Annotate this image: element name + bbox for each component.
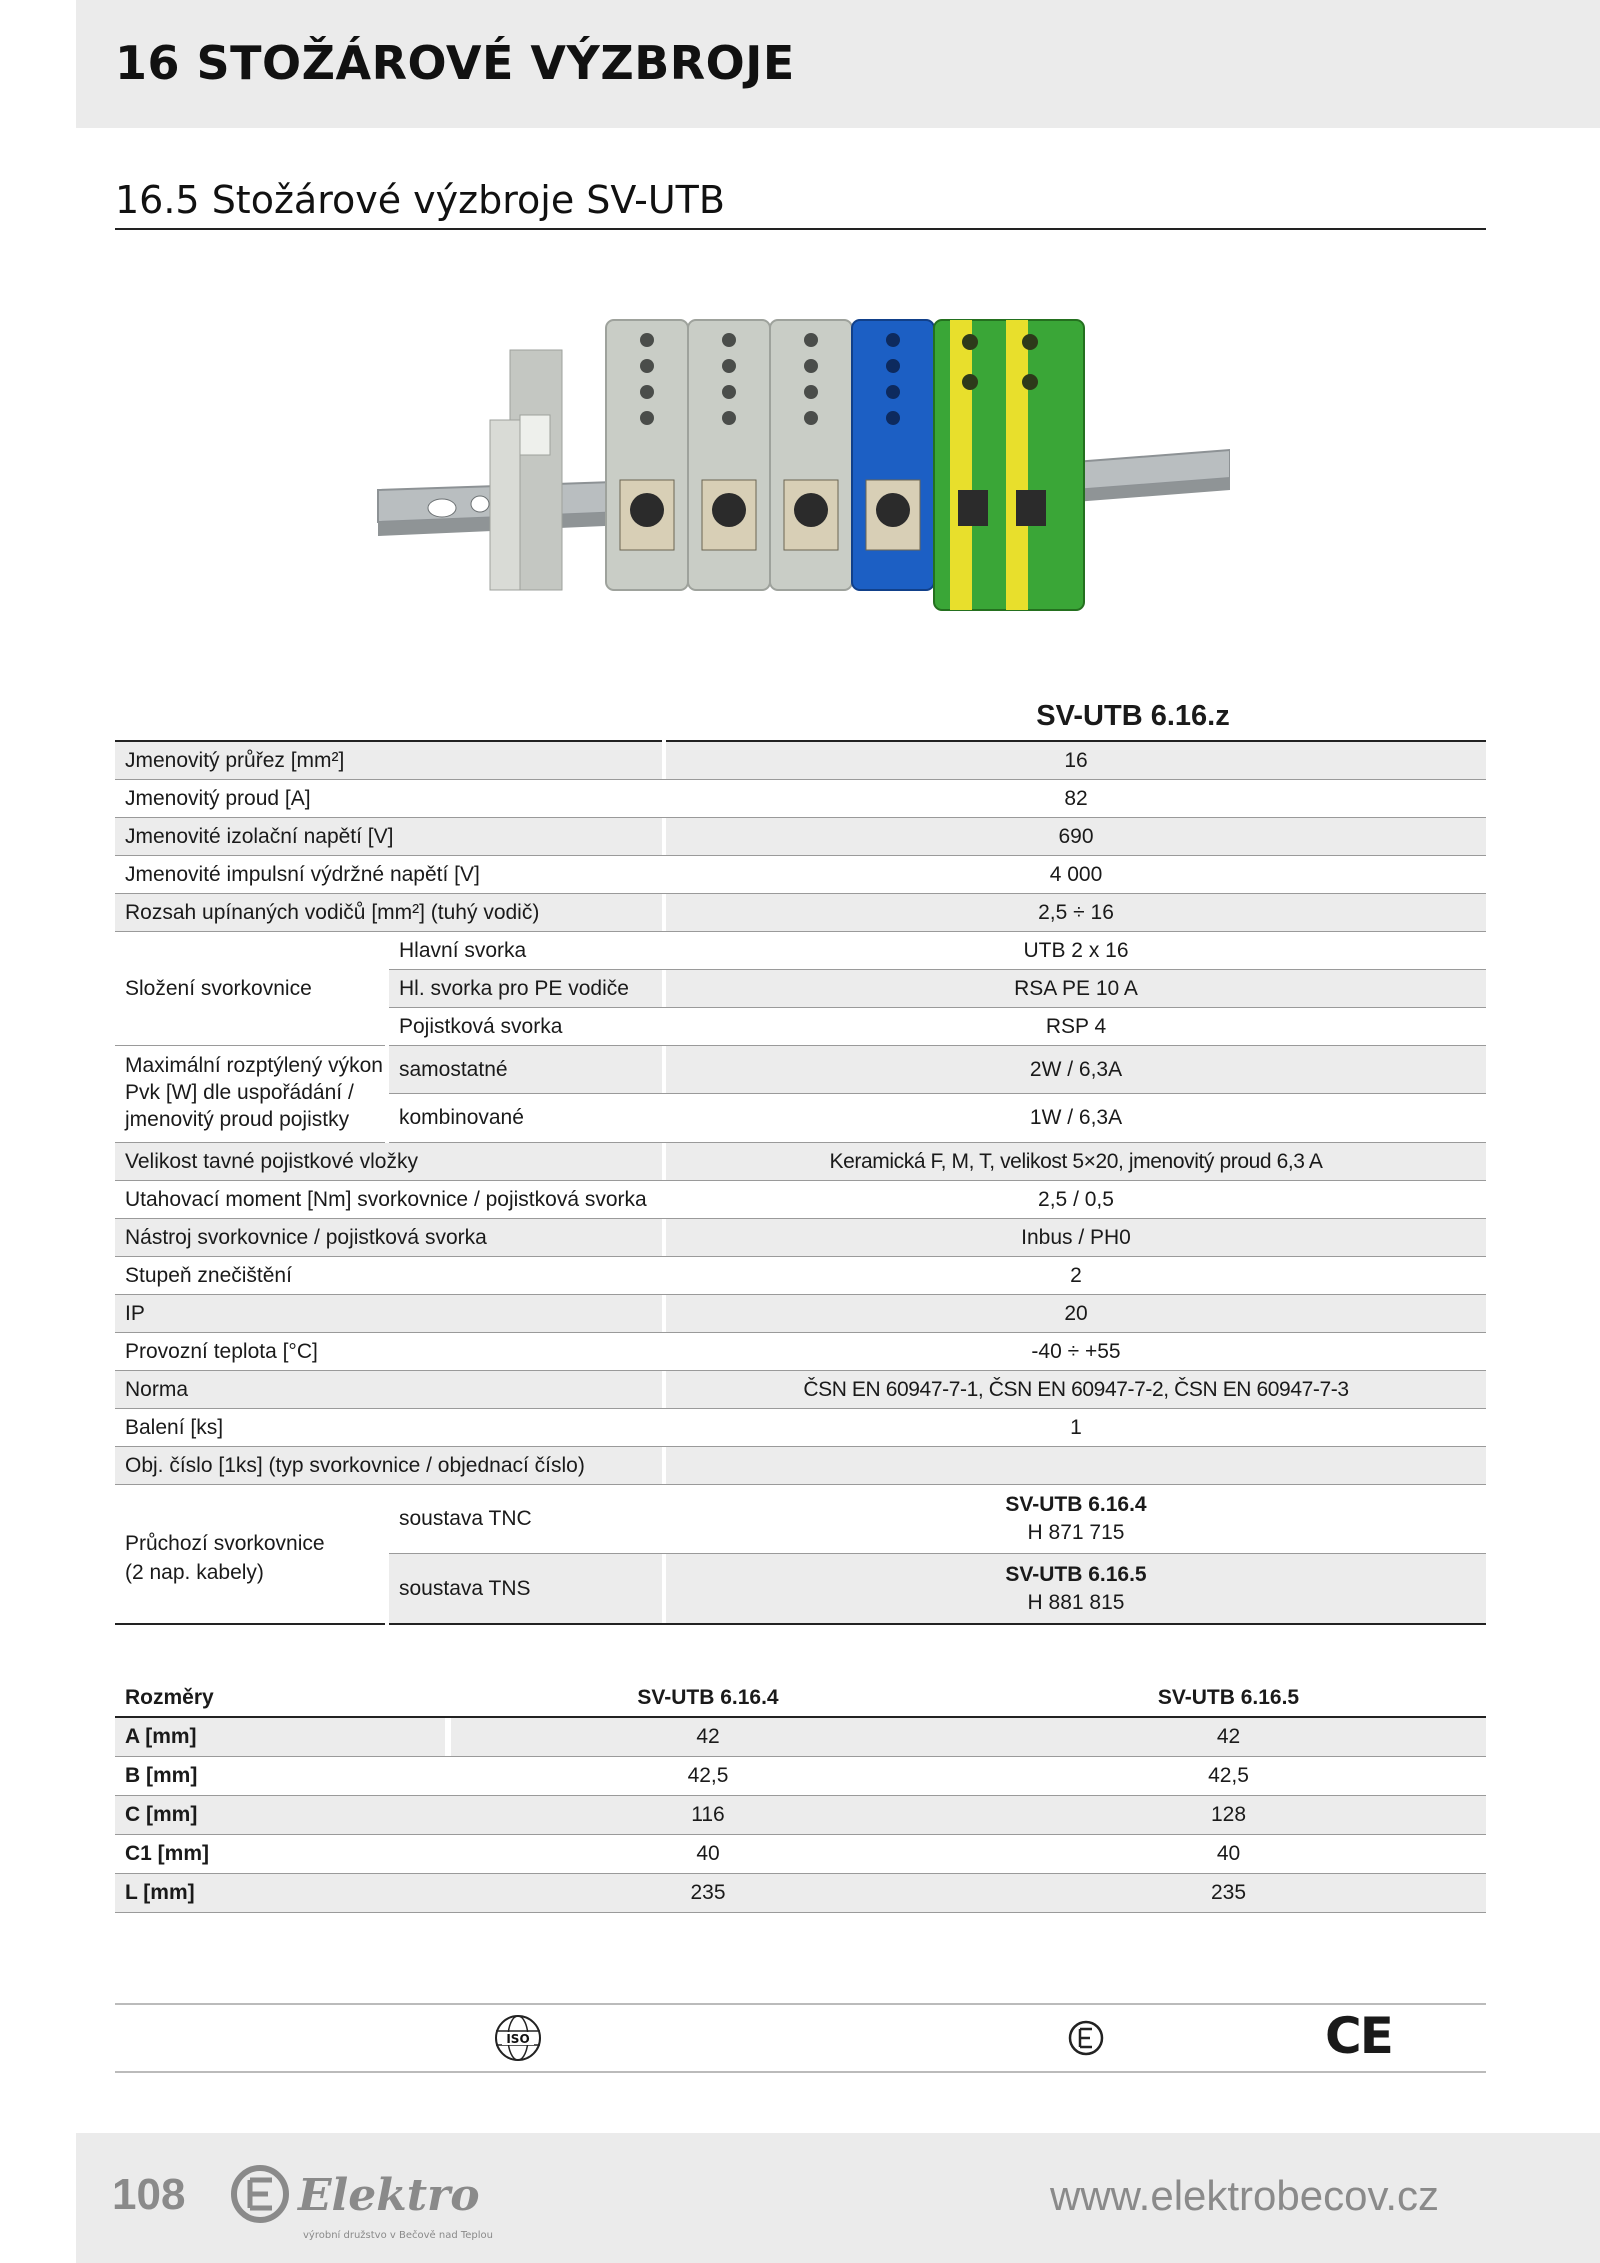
composition-value: UTB 2 x 16 <box>1023 938 1129 962</box>
gray-terminal-3 <box>770 320 852 590</box>
spec-row-label: Norma <box>125 1377 189 1401</box>
dimensions-value: 128 <box>1210 1803 1247 1826</box>
power-row <box>389 1094 1486 1143</box>
spec-row <box>115 1409 1486 1447</box>
spec-row-label: Jmenovitý průřez [mm²] <box>125 748 345 772</box>
power-label-line: Pvk [W] dle uspořádání / <box>125 1081 354 1104</box>
esc-icon <box>1061 2013 1111 2063</box>
order-number: H 871 715 <box>1027 1521 1125 1544</box>
iso-icon-text: ISO <box>506 2032 530 2046</box>
spec-row <box>115 1257 1486 1295</box>
spec-row <box>115 894 1486 932</box>
section-divider <box>115 228 1486 230</box>
power-label-line: jmenovitý proud pojistky <box>125 1108 350 1131</box>
composition-value: RSP 4 <box>1045 1014 1107 1038</box>
dimensions-row-label: A [mm] <box>125 1725 197 1748</box>
spec-row-label: Utahovací moment [Nm] svorkovnice / pojistková svorka <box>125 1187 647 1211</box>
spec-row <box>115 1181 1486 1219</box>
dimensions-row-label: C [mm] <box>125 1803 198 1826</box>
spec-row-value: 20 <box>1064 1301 1088 1325</box>
spec-row-label: Jmenovitý proud [A] <box>125 786 311 810</box>
composition-sub-label: Pojistková svorka <box>399 1014 563 1038</box>
spec-row-label: Rozsah upínaných vodičů [mm²] (tuhý vodič) <box>125 900 540 924</box>
spec-row <box>115 1219 1486 1257</box>
spec-row <box>115 742 1486 780</box>
order-label-line: (2 nap. kabely) <box>125 1561 264 1584</box>
dimensions-value: 40 <box>1216 1842 1241 1865</box>
dimensions-header <box>115 1680 1486 1716</box>
power-value: 2W / 6,3A <box>1029 1057 1123 1081</box>
composition-sub-label: Hl. svorka pro PE vodiče <box>399 976 629 1000</box>
power-label-line: Maximální rozptýlený výkon <box>125 1054 383 1077</box>
spec-row <box>115 780 1486 818</box>
spec-row-value: 1 <box>1070 1415 1082 1439</box>
dimensions-row <box>115 1874 1486 1913</box>
spec-row <box>115 1333 1486 1371</box>
order-label-line: Průchozí svorkovnice <box>125 1532 325 1555</box>
order-value <box>666 1485 1486 1553</box>
certification-bar <box>115 2003 1486 2073</box>
dimensions-value: 42 <box>1216 1725 1241 1748</box>
pe-terminal <box>934 320 1084 610</box>
website-url: www.elektrobecov.cz <box>1050 2172 1440 2219</box>
spec-row <box>115 818 1486 856</box>
composition-value: RSA PE 10 A <box>1014 976 1138 1000</box>
gray-terminal-1 <box>606 320 688 590</box>
dimensions-header-col1: SV-UTB 6.16.4 <box>637 1686 779 1709</box>
order-sub-label: soustava TNC <box>399 1507 532 1530</box>
spec-row <box>115 1447 1486 1485</box>
page-number: 108 <box>112 2170 186 2219</box>
spec-row-value: 2 <box>1070 1263 1082 1287</box>
spec-row-value <box>666 1447 1486 1484</box>
elektro-logo <box>228 2158 538 2248</box>
dimensions-header-label: Rozměry <box>125 1686 214 1709</box>
dimensions-row-label: L [mm] <box>125 1881 195 1904</box>
spec-row-value: Keramická F, M, T, velikost 5×20, jmenovitý proud 6,3 A <box>829 1149 1323 1173</box>
dimensions-row-label: B [mm] <box>125 1764 198 1787</box>
blue-terminal <box>852 320 934 590</box>
dimensions-row <box>115 1835 1486 1874</box>
order-row <box>389 1485 1486 1554</box>
dimensions-row <box>115 1796 1486 1835</box>
chapter-title: 16 STOŽÁROVÉ VÝZBROJE <box>115 36 795 90</box>
power-value: 1W / 6,3A <box>1029 1106 1123 1129</box>
spec-row-label: Jmenovité impulsní výdržné napětí [V] <box>125 862 480 886</box>
spec-row-value: 2,5 / 0,5 <box>1038 1187 1114 1211</box>
spec-table-title: SV-UTB 6.16.z <box>1036 700 1230 732</box>
iso-icon <box>493 2013 543 2063</box>
dimensions-header-col2: SV-UTB 6.16.5 <box>1157 1686 1300 1709</box>
dimensions-value: 42 <box>696 1725 720 1748</box>
composition-row <box>389 1008 1486 1046</box>
order-row <box>389 1554 1486 1625</box>
gray-terminal-2 <box>688 320 770 590</box>
logo-tagline: výrobní družstvo v Bečově nad Teplou <box>303 2230 493 2241</box>
section-title: 16.5 Stožárové výzbroje SV-UTB <box>115 178 725 222</box>
dimensions-row-label: C1 [mm] <box>125 1842 210 1865</box>
dimensions-value: 235 <box>1210 1881 1247 1904</box>
composition-row <box>389 970 1486 1008</box>
dimensions-value: 40 <box>696 1842 720 1865</box>
ce-mark-icon: CE <box>1325 2007 1392 2065</box>
order-sub-label: soustava TNS <box>399 1576 531 1600</box>
logo-text: Elektro <box>298 2170 480 2221</box>
dimensions-value: 42,5 <box>1208 1764 1249 1787</box>
dimensions-value: 42,5 <box>687 1764 729 1787</box>
spec-row-label: Obj. číslo [1ks] (typ svorkovnice / objednací číslo) <box>125 1453 585 1477</box>
composition-label: Složení svorkovnice <box>115 932 385 1046</box>
dimensions-row <box>115 1757 1486 1796</box>
dimensions-row <box>115 1718 1486 1757</box>
spec-row <box>115 1143 1486 1181</box>
dimensions-value: 235 <box>690 1881 726 1904</box>
spec-row-value: ČSN EN 60947-7-1, ČSN EN 60947-7-2, ČSN EN 60947-7-3 <box>803 1377 1349 1401</box>
order-value <box>666 1554 1486 1623</box>
spec-row-label: Provozní teplota [°C] <box>125 1339 318 1363</box>
composition-row <box>389 932 1486 970</box>
spec-row-label: Stupeň znečištění <box>125 1263 292 1287</box>
spec-row-value: Inbus / PH0 <box>1021 1225 1131 1249</box>
spec-row-label: Jmenovité izolační napětí [V] <box>125 824 394 848</box>
power-sub-label: samostatné <box>399 1057 508 1081</box>
spec-row <box>115 1371 1486 1409</box>
order-code: SV-UTB 6.16.5 <box>1005 1562 1147 1586</box>
spec-row-label: Nástroj svorkovnice / pojistková svorka <box>125 1225 487 1249</box>
spec-row-value: 82 <box>1064 786 1088 810</box>
spec-row-label: IP <box>125 1301 145 1325</box>
spec-row-label: Velikost tavné pojistkové vložky <box>125 1149 418 1173</box>
power-sub-label: kombinované <box>399 1106 524 1129</box>
spec-row-value: 690 <box>1058 824 1094 848</box>
power-row <box>389 1046 1486 1094</box>
order-label <box>115 1529 385 1587</box>
order-number: H 881 815 <box>1027 1590 1125 1614</box>
product-photo <box>370 300 1230 630</box>
spec-row-value: 2,5 ÷ 16 <box>1038 900 1114 924</box>
composition-sub-label: Hlavní svorka <box>399 938 527 962</box>
spec-row-value: -40 ÷ +55 <box>1031 1339 1121 1363</box>
dimensions-value: 116 <box>691 1803 725 1826</box>
spec-row <box>115 1295 1486 1333</box>
power-label <box>115 1052 385 1133</box>
spec-row-value: 16 <box>1064 748 1088 772</box>
order-code: SV-UTB 6.16.4 <box>1005 1493 1147 1516</box>
spec-row-value: 4 000 <box>1049 862 1103 886</box>
spec-row <box>115 856 1486 894</box>
spec-row-label: Balení [ks] <box>125 1415 224 1439</box>
